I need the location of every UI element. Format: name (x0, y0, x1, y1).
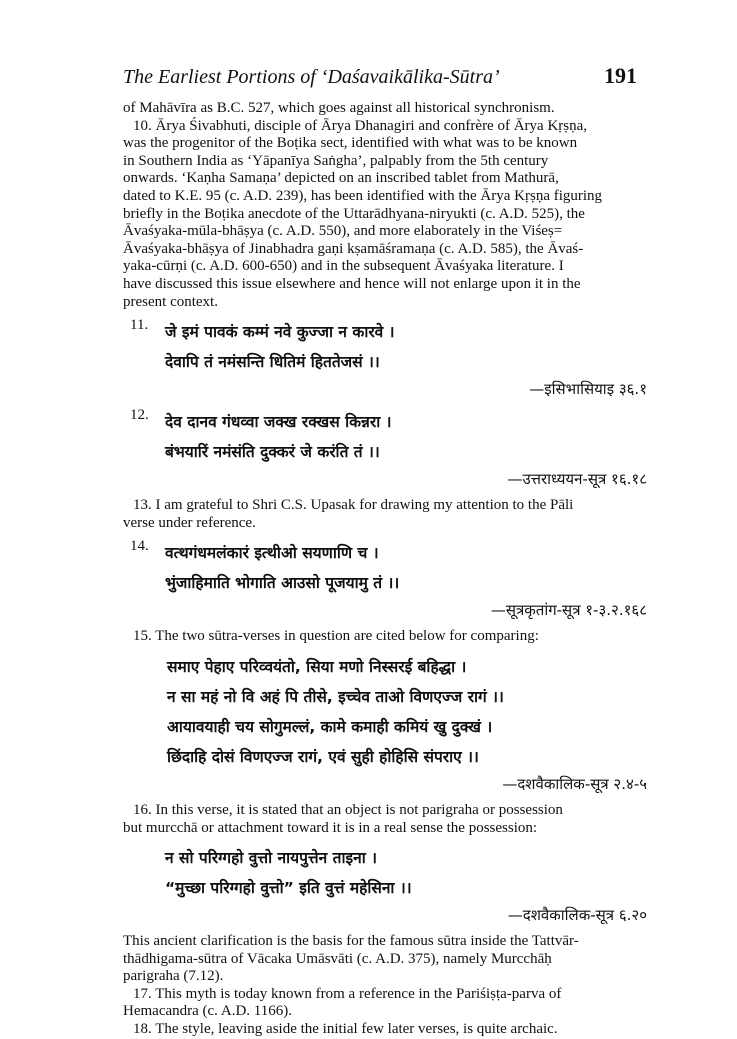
text-line: was the progenitor of the Boṭika sect, identified with what was to be known (123, 135, 578, 152)
text-line: of Mahāvīra as B.C. 527, which goes against all historical synchronism. (123, 100, 555, 116)
page-header (123, 60, 667, 100)
text-line: 10. Ārya Śivabhuti, disciple of Ārya Dhanagiri and confrère of Ārya Kṛṣṇa, (133, 117, 588, 134)
text-line: present context. (123, 293, 218, 310)
text-line: dated to K.E. 95 (c. A.D. 239), has been identified with the Ārya Kṛṣṇa figuring (123, 187, 603, 204)
verse-source: —दशवैकालिक-सूत्र ६.२० (507, 906, 647, 925)
note-10 (123, 118, 667, 312)
note-16 (123, 802, 667, 837)
verse-line: न सा महं नो वि अहं पि तीसे, इच्चेव ताओ विणएज्ज रागं ।। (167, 687, 504, 706)
verse-line: समाए पेहाए परिव्वयंतो, सिया मणो निस्सरई बहिद्धा । (167, 657, 467, 676)
text-line: in Southern India as ‘Yāpanīya Saṅgha’, palpably from the 5th century (123, 152, 549, 169)
verse-14 (123, 538, 667, 622)
text-line: yaka-cūrṇi (c. A.D. 600-650) and in the subsequent Āvaśyaka literature. I (123, 258, 564, 275)
verse-line: न सो परिग्गहो वुत्तो नायपुत्तेन ताइना । (165, 849, 377, 868)
verse-12 (123, 407, 667, 491)
verse-number: 14. (130, 538, 149, 555)
text-line: briefly in the Boṭika anecdote of the Uttarādhyana-niryukti (c. A.D. 525), the (123, 205, 585, 222)
text-line: 13. I am grateful to Shri C.S. Upasak for drawing my attention to the Pāli (133, 497, 574, 514)
note-17 (123, 986, 667, 1021)
text-line: thādhigama-sūtra of Vācaka Umāsvāti (c. A.D. 375), namely Murcchāḥ (123, 950, 552, 967)
paragraph-intro (123, 100, 667, 118)
verse-15 (123, 652, 667, 796)
verse-11 (123, 317, 667, 401)
verse-line: भुंजाहिमाति भोगाति आउसो पूजयामु तं ।। (165, 574, 400, 593)
verse-16 (123, 843, 667, 927)
note-15 (123, 628, 667, 646)
note-13 (123, 497, 667, 532)
text-line: parigraha (7.12). (123, 968, 224, 985)
text-line: This ancient clarification is the basis for the famous sūtra inside the Tattvār- (123, 933, 579, 950)
verse-source: —सूत्रकृतांग-सूत्र १-३.२.१६८ (490, 601, 647, 620)
page-number: 191 (604, 63, 637, 88)
verse-line: वत्थगंधमलंकारं इत्थीओ सयणाणि च । (165, 544, 379, 563)
verse-line: छिंदाहि दोसं विणएज्ज रागं, एवं सुही होहिसि संपराए ।। (167, 747, 479, 766)
verse-line: जे इमं पावकं कम्मं नवे कुज्जा न कारवे । (165, 323, 395, 342)
text-line: 17. This myth is today known from a reference in the Pariśiṣṭa-parva of (133, 985, 562, 1002)
verse-source: —दशवैकालिक-सूत्र २.४-५ (502, 774, 647, 793)
text-line: 15. The two sūtra-verses in question are cited below for comparing: (133, 628, 539, 645)
verse-number: 11. (130, 317, 149, 334)
verse-number: 12. (130, 407, 149, 424)
running-head: The Earliest Portions of ‘Daśavaikālika-Sūtra’ (123, 66, 500, 88)
text-line: Āvaśyaka-bhāṣya of Jinabhadra gaṇi kṣamāśramaṇa (c. A.D. 585), the Āvaś- (123, 240, 584, 257)
text-line: Hemacandra (c. A.D. 1166). (123, 1003, 292, 1020)
text-line: but murcchā or attachment toward it is in a real sense the possession: (123, 819, 538, 836)
text-line: have discussed this issue elsewhere and hence will not enlarge upon it in the (123, 275, 581, 292)
verse-line: देवापि तं नमंसन्ति धितिमं हिततेजसं ।। (165, 353, 380, 372)
text-line: Āvaśyaka-mūla-bhāṣya (c. A.D. 550), and more elaborately in the Viśeṣ= (123, 223, 563, 240)
verse-line: “मुच्छा परिग्गहो वुत्तो” इति वुत्तं महेसिना ।। (165, 879, 412, 898)
text-line: 16. In this verse, it is stated that an object is not parigraha or possession (133, 801, 563, 818)
verse-line: देव दानव गंधव्वा जक्ख रक्खस किन्नरा । (165, 413, 392, 432)
verse-source: —इसिभासियाइ ३६.१ (529, 380, 647, 399)
verse-source: —उत्तराध्ययन-सूत्र १६.१८ (507, 470, 647, 489)
text-line: 18. The style, leaving aside the initial few later verses, is quite archaic. (133, 1021, 558, 1038)
verse-line: आयावयाही चय सोगुमल्लं, कामे कमाही कमियं खु दुक्खं । (167, 717, 493, 736)
verse-line: बंभयारिं नमंसंति दुक्करं जे करंति तं ।। (165, 443, 380, 462)
note-18 (123, 1021, 667, 1039)
text-line: verse under reference. (123, 514, 256, 531)
paragraph-clarification (123, 933, 667, 986)
text-line: onwards. ‘Kaṇha Samaṇa’ depicted on an inscribed tablet from Mathurā, (123, 170, 559, 187)
